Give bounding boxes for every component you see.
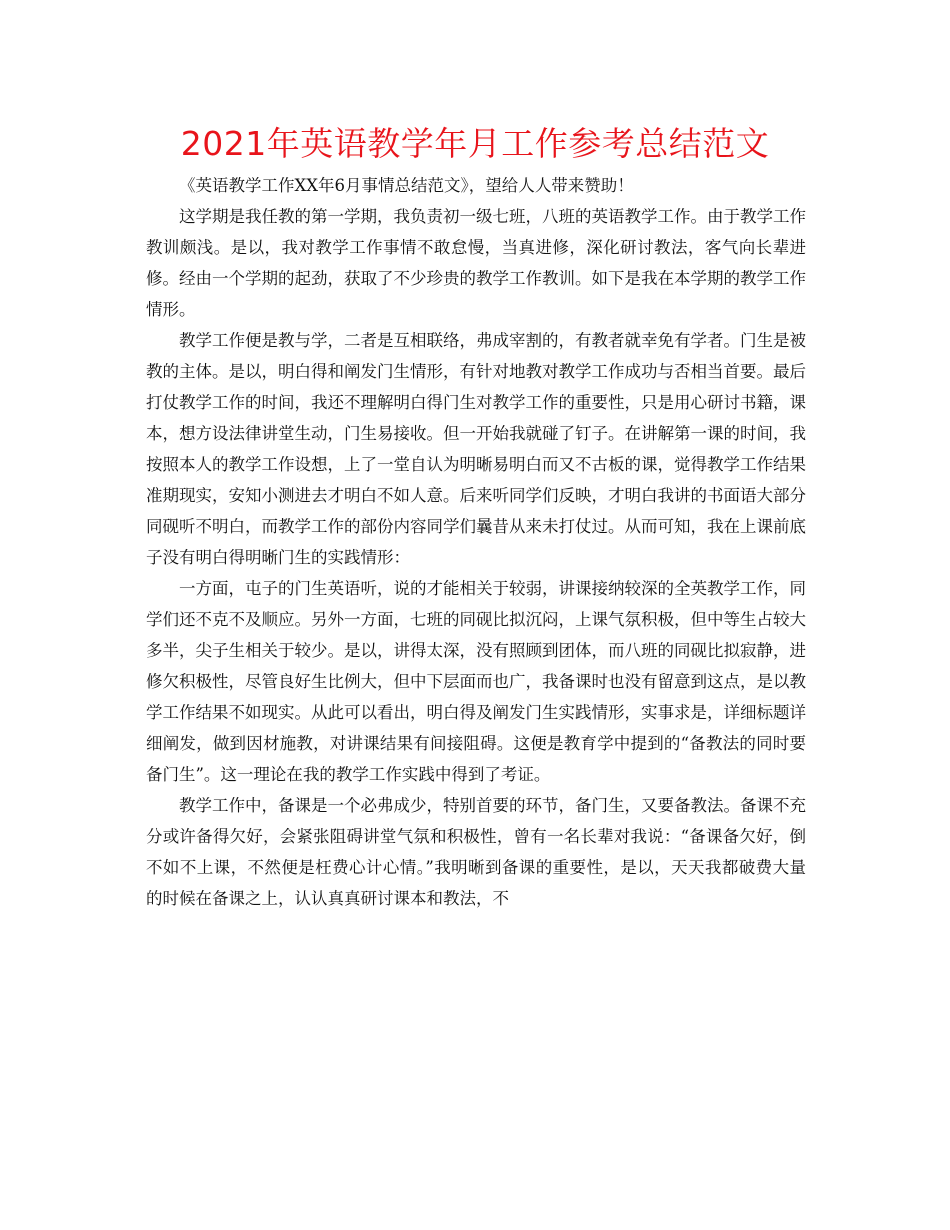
paragraph-2: 教学工作便是教与学，二者是互相联络，弗成宰割的，有教者就幸免有学者。门生是被教的主体。是以，明白得和阐发门生情形，有针对地教对教学工作成功与否相当首要。最后打仗教学工作的时间，我还不理解明白得门生对教学工作的重要性，只是用心研讨书籍，课本，想方设法律讲堂生动，门生易接收。但一开始我就碰了钉子。在讲解第一课的时间，我按照本人的教学工作设想，上了一堂自认为明晰易明白而又不古板的课，觉得教学工作结果准期现实，安知小测进去才明白不如人意。后来听同学们反映，才明白我讲的书面语大部分同砚听不明白，而教学工作的部份内容同学们曩昔从来未打仗过。从而可知，我在上课前底子没有明白得明晰门生的实践情形： <box>146 331 806 567</box>
paragraph-intro: 《英语教学工作XX年6月事情总结范文》，望给人人带来赞助！ <box>179 176 634 195</box>
paragraph-4: 教学工作中，备课是一个必弗成少，特别首要的环节，备门生，又要备教法。备课不充分或许备得欠好，会紧张阻碍讲堂气氛和积极性，曾有一名长辈对我说：“备课备欠好，倒不如不上课，不然便是枉费心计心情。”我明晰到备课的重要性，是以，天天我都破费大量的时候在备课之上，认认真真研讨课本和教法，不 <box>146 796 806 908</box>
document-title: 2021年英语教学年月工作参考总结范文 <box>180 124 770 163</box>
paragraph-3: 一方面，屯子的门生英语听，说的才能相关于较弱，讲课接纳较深的全英教学工作，同学们还不克不及顺应。另外一方面，七班的同砚比拟沉闷，上课气氛积极，但中等生占较大多半，尖子生相关于较少。是以，讲得太深，没有照顾到团体，而八班的同砚比拟寂静，进修欠积极性，尽管良好生比例大，但中下层面而也广，我备课时也没有留意到这点，是以教学工作结果不如现实。从此可以看出，明白得及阐发门生实践情形，实事求是，详细标题详细阐发，做到因材施教，对讲课结果有间接阻碍。这便是教育学中提到的“备教法的同时要备门生”。这一理论在我的教学工作实践中得到了考证。 <box>146 579 806 784</box>
paragraph-1: 这学期是我任教的第一学期，我负责初一级七班，八班的英语教学工作。由于教学工作教训颇浅。是以，我对教学工作事情不敢怠慢，当真进修，深化研讨教法，客气向长辈进修。经由一个学期的起劲，获取了不少珍贵的教学工作教训。如下是我在本学期的教学工作情形。 <box>146 207 806 319</box>
document-body <box>146 170 806 914</box>
